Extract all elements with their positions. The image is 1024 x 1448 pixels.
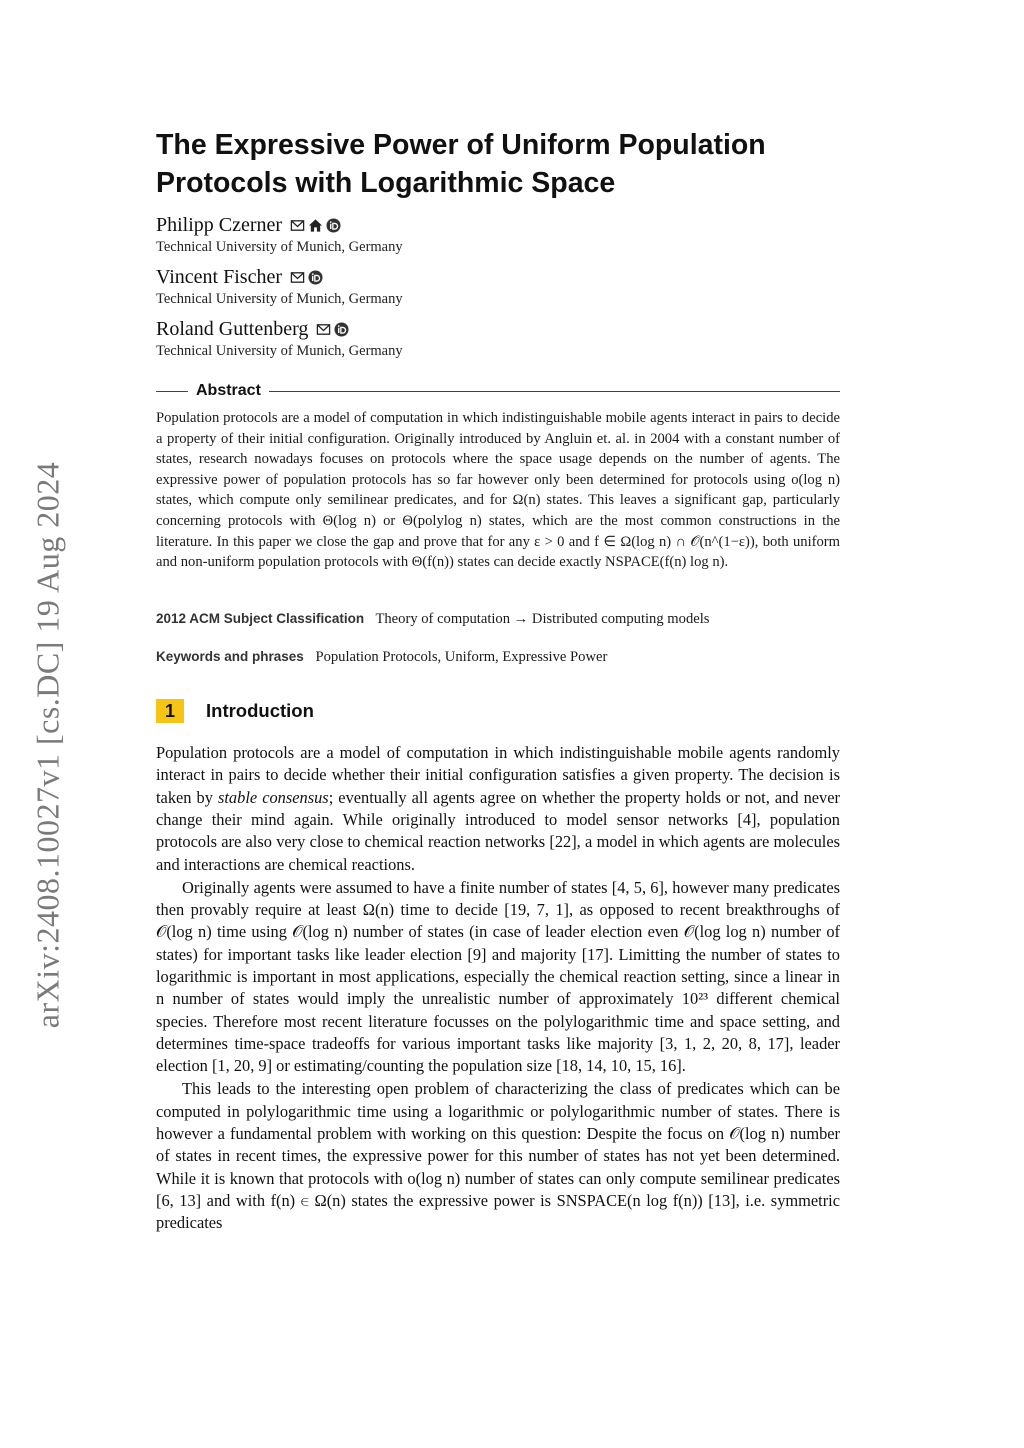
author-block xyxy=(156,214,840,256)
arxiv-identifier: arXiv:2408.10027v1 [cs.DC] 19 Aug 2024 xyxy=(29,461,66,1029)
envelope-icon[interactable] xyxy=(290,270,305,285)
acm-value: Theory of computation → Distributed computing models xyxy=(375,611,710,627)
abstract-text: Population protocols are a model of computation in which indistinguishable mobile agents interact in pairs to decide a property of their initial configuration. Originally introduced by Angluin et. al. in 2004 with a constant number of states, research nowadays focuses on protocols where the space usage depends on the number of agents. The expressive power of population protocols has so far however only been determined for protocols using o(log n) states, which compute only semilinear predicates, and for Ω(n) states. This leaves a significant gap, particularly concerning protocols with Θ(log n) or Θ(polylog n) states, which are the most common constructions in the literature. In this paper we close the gap and prove that for any ε > 0 and f ∈ Ω(log n) ∩ 𝒪(n^(1−ε)), both uniform and non-uniform population protocols with Θ(f(n)) states can decide exactly NSPACE(f(n) log n). xyxy=(156,410,840,571)
abstract-label: Abstract xyxy=(196,382,261,399)
paragraph-text: Population protocols are a model of computation in which indistinguishable mobile agents randomly interact in pairs to decide whether their initial configuration satisfies a given property. The decision is taken by xyxy=(156,743,840,807)
section-title: Introduction xyxy=(206,700,314,721)
author-block xyxy=(156,266,840,308)
acm-classification xyxy=(156,609,840,629)
title-line-2: Protocols with Logarithmic Space xyxy=(156,167,616,199)
acm-label: 2012 ACM Subject Classification xyxy=(156,611,365,626)
title-line-1: The Expressive Power of Uniform Population xyxy=(156,129,766,161)
emphasis-text: stable consensus xyxy=(218,787,329,807)
keywords-label: Keywords and phrases xyxy=(156,649,304,664)
section-number: 1 xyxy=(156,699,184,723)
abstract-heading xyxy=(156,381,840,401)
author-affiliation: Technical University of Munich, Germany xyxy=(156,343,403,359)
envelope-icon[interactable] xyxy=(316,322,331,337)
keywords-value: Population Protocols, Uniform, Expressive Power xyxy=(315,649,608,665)
section-heading xyxy=(156,699,314,723)
divider xyxy=(269,391,840,392)
envelope-icon[interactable] xyxy=(290,218,305,233)
section-body xyxy=(156,742,840,1235)
paragraph: This leads to the interesting open problem of characterizing the class of predicates which can be computed in polylogarithmic time using a logarithmic or polylogarithmic number of states. There is however a fundamental problem with working on this question: Despite the focus on 𝒪(log n) number of states in recent times, the expressive power for this number of states has not yet been determined. While it is known that protocols with o(log n) number of states can only compute semilinear predicates [6, 13] and with f(n) ∈ Ω(n) states the expressive power is SNSPACE(n log f(n)) [13], i.e. symmetric predicates xyxy=(156,1079,840,1233)
orcid-icon[interactable] xyxy=(326,218,341,233)
author-block xyxy=(156,318,840,360)
orcid-icon[interactable] xyxy=(334,322,349,337)
paper-title xyxy=(156,126,840,202)
orcid-icon[interactable] xyxy=(308,270,323,285)
author-affiliation: Technical University of Munich, Germany xyxy=(156,239,403,255)
paragraph xyxy=(156,742,840,876)
author-affiliation: Technical University of Munich, Germany xyxy=(156,291,403,307)
home-icon[interactable] xyxy=(308,218,323,233)
divider xyxy=(156,391,188,392)
author-name: Philipp Czerner xyxy=(156,214,283,236)
author-name: Roland Guttenberg xyxy=(156,318,309,340)
author-name: Vincent Fischer xyxy=(156,266,282,288)
paragraph-text: ; eventually all agents agree on whether the property holds or not, and never change their mind again. While originally introduced to model sensor networks [4], population protocols are also very close to chemical reaction networks [22], a model in which agents are molecules and interactions are chemical reactions. xyxy=(156,787,840,874)
paragraph: Originally agents were assumed to have a finite number of states [4, 5, 6], however many predicates then provably require at least Ω(n) time to decide [19, 7, 1], as opposed to recent breakthroughs of 𝒪(log n) time using 𝒪(log n) number of states (in case of leader election even 𝒪(log log n) number of states) for important tasks like leader election [9] and majority [17]. Limitting the number of states to logarithmic is important in most applications, especially the chemical reaction setting, since a linear in n number of states would imply the unrealistic number of approximately 10²³ different chemical species. Therefore most recent literature focusses on the polylogarithmic time and space setting, and determines time-space tradeoffs for various important tasks like majority [3, 1, 2, 20, 8, 17], leader election [1, 20, 9] or estimating/counting the population size [18, 14, 10, 15, 16]. xyxy=(156,877,840,1076)
keywords xyxy=(156,647,840,667)
